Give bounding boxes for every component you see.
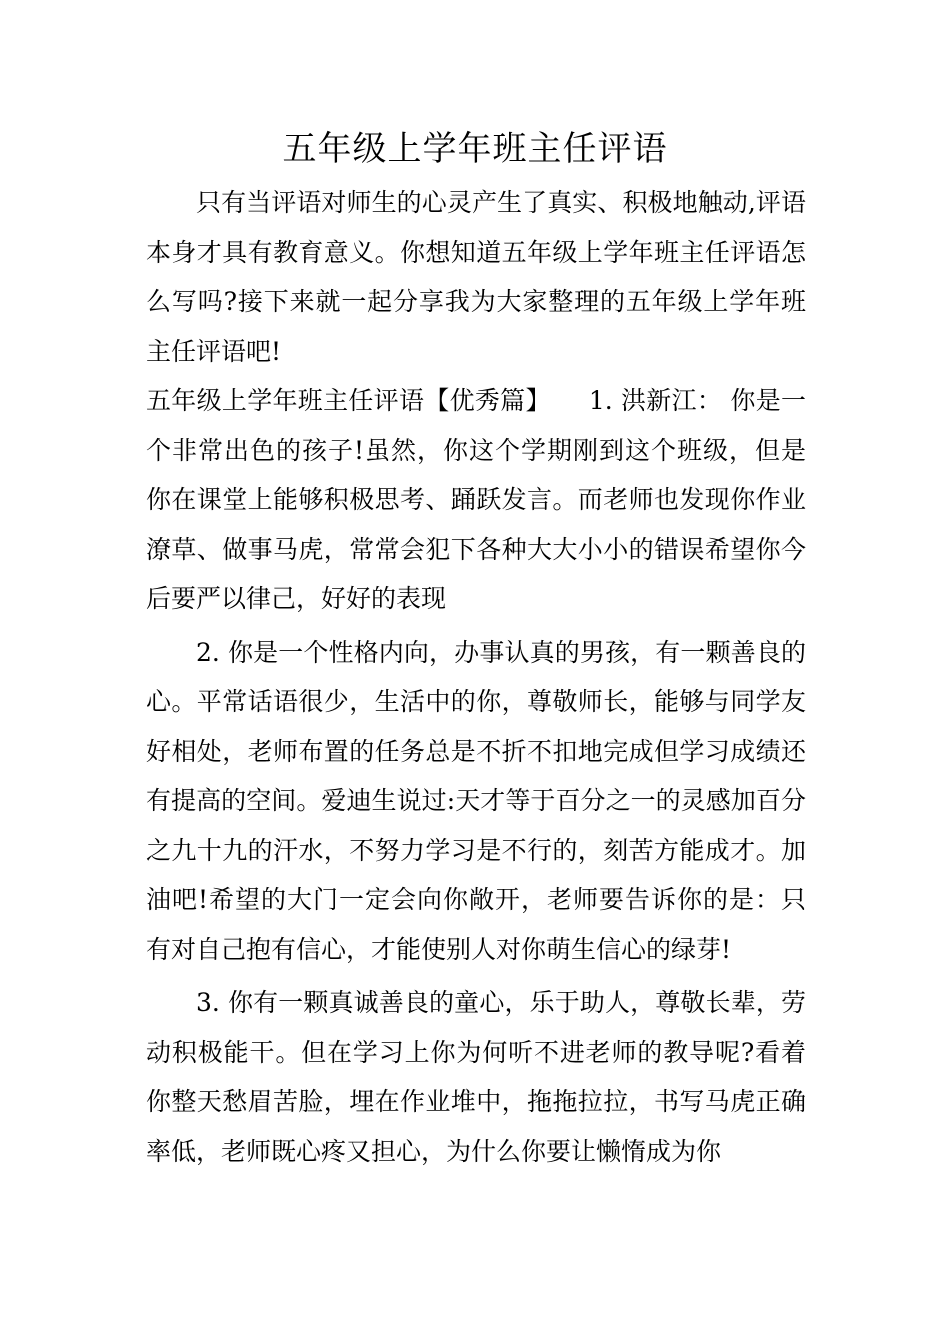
comment-paragraph-2: 2. 你是一个性格内向，办事认真的男孩，有一颗善良的心。平常话语很少，生活中的你，尊敬师长，能够与同学友好相处，老师布置的任务总是不折不扣地完成但学习成绩还有提高的空间。爱迪生说过:天才等于百分之一的灵感加百分之九十九的汗水，不努力学习是不行的，刻苦方能成才。加油吧!希望的大门一定会向你敞开，老师要告诉你的是：只有对自己抱有信心，才能使别人对你萌生信心的绿芽! xyxy=(146,637,806,964)
document-title: 五年级上学年班主任评语 xyxy=(282,129,668,169)
document-body xyxy=(146,178,806,1176)
comment-paragraph-1: 五年级上学年班主任评语【优秀篇】 1. 洪新江： 你是一个非常出色的孩子!虽然，你这个学期刚到这个班级，但是你在课堂上能够积极思考、踊跃发言。而老师也发现你作业潦草、做事马虎，常常会犯下各种大大小小的错误希望你今后要严以律己，好好的表现 xyxy=(146,386,806,613)
intro-paragraph: 只有当评语对师生的心灵产生了真实、积极地触动,评语本身才具有教育意义。你想知道五年级上学年班主任评语怎么写吗?接下来就一起分享我为大家整理的五年级上学年班主任评语吧! xyxy=(146,188,806,366)
comment-paragraph-3: 3. 你有一颗真诚善良的童心，乐于助人，尊敬长辈，劳动积极能干。但在学习上你为何听不进老师的教导呢?看着你整天愁眉苦脸，埋在作业堆中，拖拖拉拉，书写马虎正确率低，老师既心疼又担心，为什么你要让懒惰成为你 xyxy=(146,988,806,1166)
